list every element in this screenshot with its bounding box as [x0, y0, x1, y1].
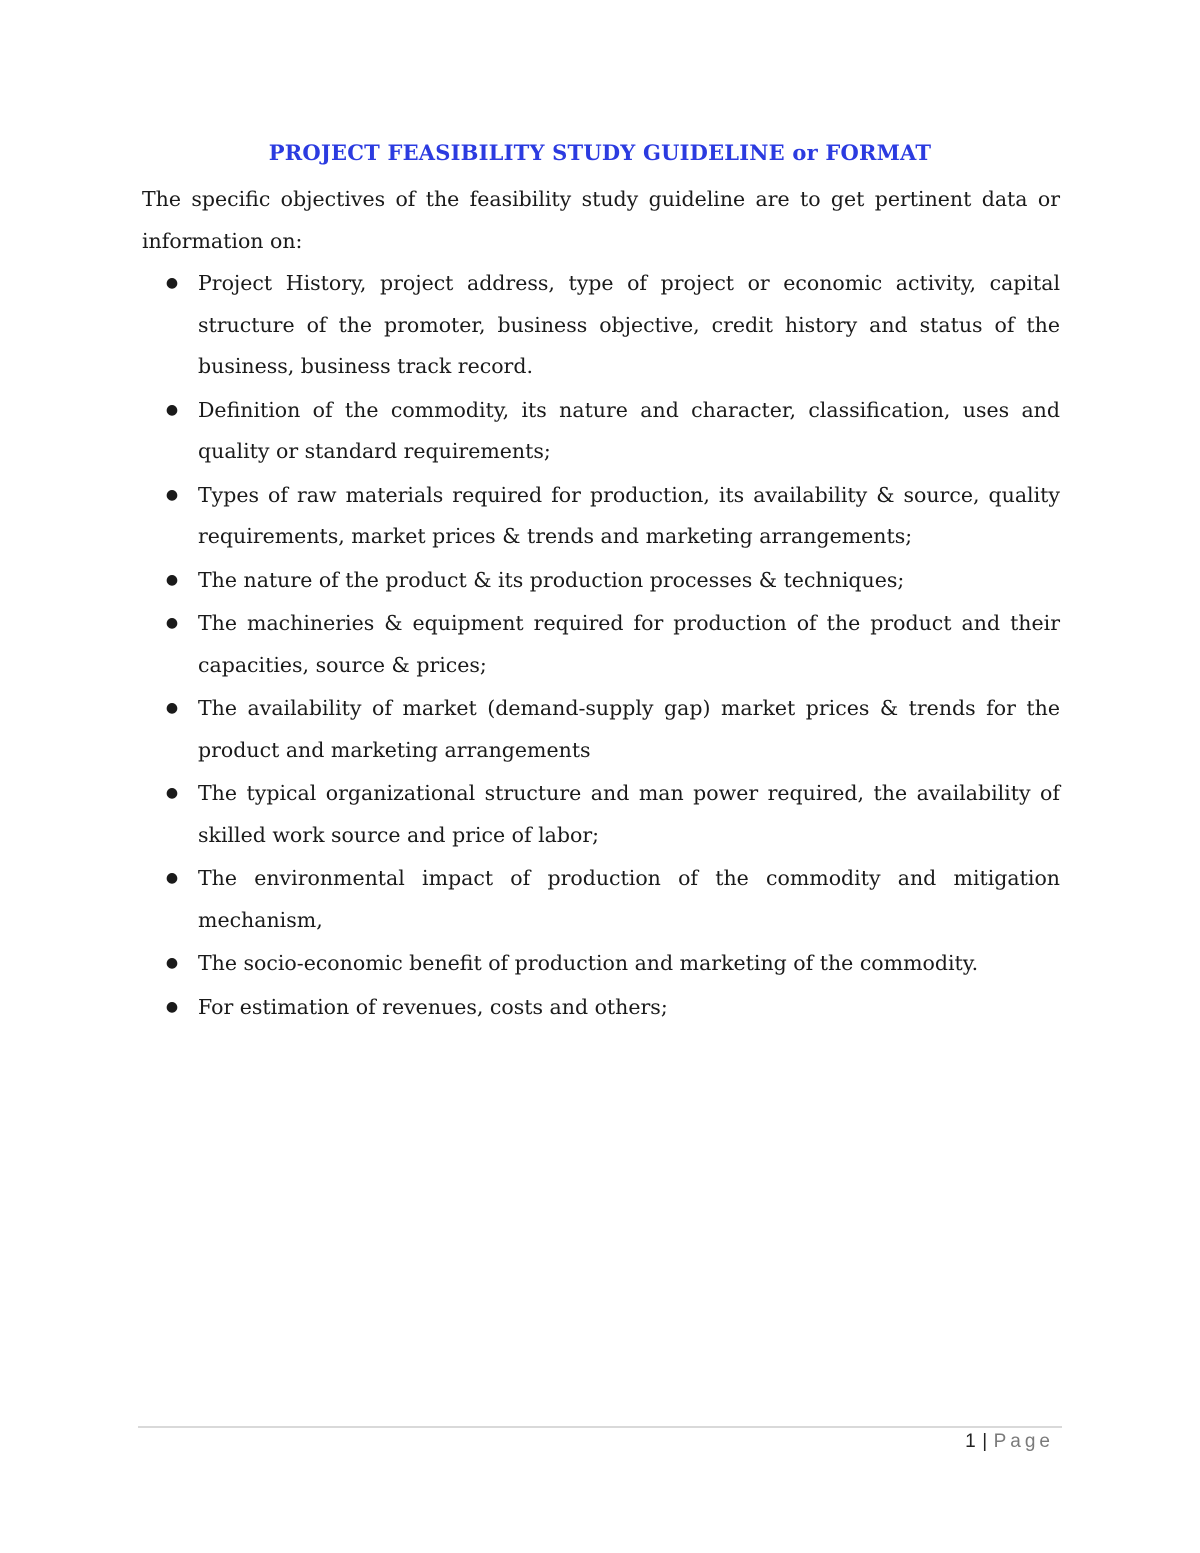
bullet-icon: ● [165, 998, 179, 1015]
bullet-icon: ● [165, 571, 179, 588]
bullet-icon: ● [165, 486, 179, 503]
list-item-text: The typical organizational structure and man power required, the availability of skilled work source and price of labor; [198, 781, 1060, 847]
list-item-text: For estimation of revenues, costs and others; [198, 994, 668, 1019]
list-item [142, 987, 1060, 1029]
list-item [142, 390, 1060, 473]
list-item-text: The nature of the product & its production processes & techniques; [198, 567, 905, 592]
list-item-text: Definition of the commodity, its nature and character, classification, uses and quality or standard requirements; [198, 397, 1060, 463]
document-title: PROJECT FEASIBILITY STUDY GUIDELINE or FORMAT [268, 140, 932, 165]
page-label: Page [993, 1431, 1054, 1452]
intro-paragraph: The specific objectives of the feasibility study guideline are to get pertinent data or information on: [142, 187, 1060, 253]
list-item [142, 688, 1060, 771]
bullet-icon: ● [165, 870, 179, 886]
footer-divider [138, 1426, 1062, 1428]
list-item-text: The availability of market (demand-supply gap) market prices & trends for the product and marketing arrangements [198, 696, 1060, 762]
bullet-icon: ● [165, 615, 179, 631]
list-item-text: The environmental impact of production of the commodity and mitigation mechanism, [198, 866, 1060, 932]
list-item-text: Types of raw materials required for production, its availability & source, quality requirements, market prices & trends and marketing arrangements; [198, 482, 1060, 548]
footer-separator: | [982, 1431, 988, 1452]
bullet-icon: ● [165, 401, 179, 418]
list-item [142, 560, 1060, 602]
list-item [142, 263, 1060, 388]
page-footer [965, 1431, 1054, 1453]
list-item-text: Project History, project address, type of project or economic activity, capital structure of the promoter, business objective, credit history and status of the business, business track record. [198, 271, 1060, 378]
list-item [142, 858, 1060, 941]
list-item [142, 773, 1060, 856]
list-item-text: The machineries & equipment required for production of the product and their capacities, source & prices; [198, 611, 1060, 677]
list-item [142, 603, 1060, 686]
bullet-icon: ● [165, 275, 179, 291]
bullet-icon: ● [165, 955, 179, 971]
page-number: 1 [965, 1431, 977, 1452]
bullet-icon: ● [165, 785, 179, 801]
list-item [142, 475, 1060, 558]
objectives-list [142, 263, 1060, 1030]
list-item-text: The socio-economic benefit of production and marketing of the commodity. [198, 951, 979, 975]
bullet-icon: ● [165, 700, 179, 716]
list-item [142, 943, 1060, 985]
